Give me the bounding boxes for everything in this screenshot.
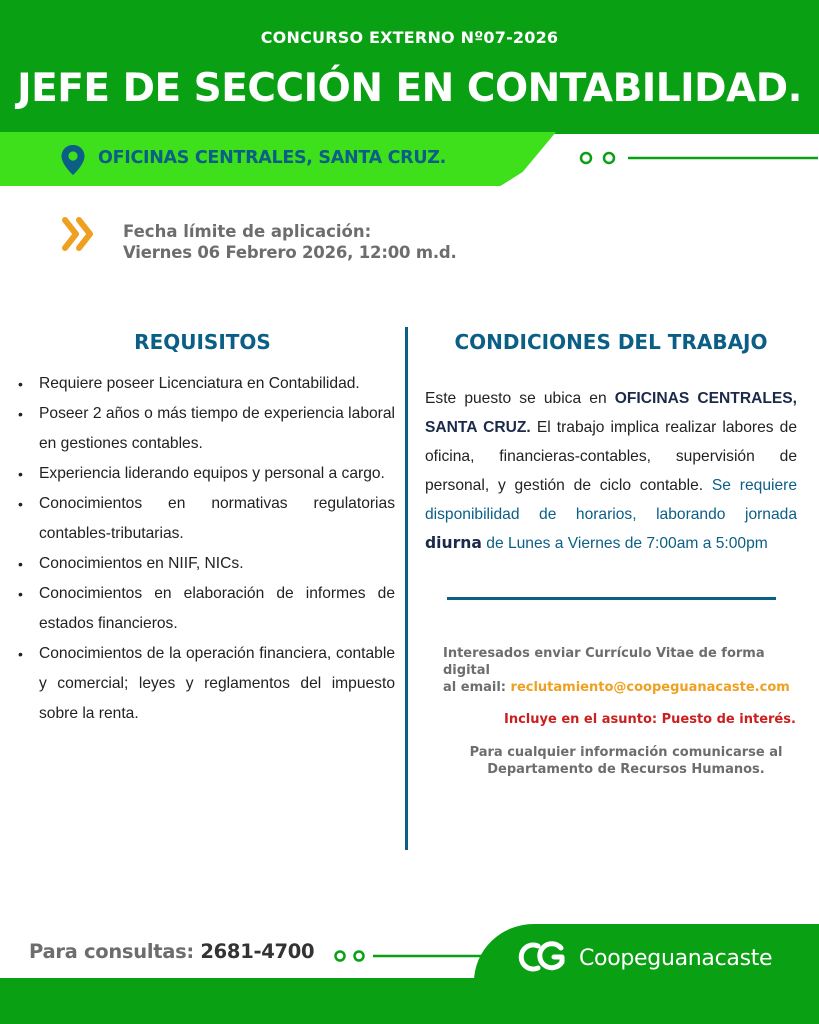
deadline-label: Fecha límite de aplicación: — [123, 222, 372, 241]
apply-email-line — [443, 679, 803, 696]
subject-note: Incluye en el asunto: Puesto de interés. — [504, 712, 796, 727]
requirements-title: REQUISITOS — [134, 330, 271, 354]
consult-phone — [29, 940, 314, 963]
conditions-text-part: Se requiere disponibilidad de horarios, laborando jornada — [425, 477, 797, 523]
list-item: • Requiere poseer Licenciatura en Contabilidad. — [18, 369, 395, 399]
phone-number[interactable]: 2681-4700 — [200, 940, 315, 963]
apply-line: Interesados enviar Currículo Vitae de forma digital — [443, 646, 765, 678]
job-title: JEFE DE SECCIÓN EN CONTABILIDAD. — [17, 66, 802, 111]
list-item: • Conocimientos en normativas regulatorias contables-tributarias. — [18, 489, 395, 549]
deadline-value: Viernes 06 Febrero 2026, 12:00 m.d. — [123, 243, 457, 262]
list-item: • Experiencia liderando equipos y personal a cargo. — [18, 459, 395, 489]
conditions-shift: diurna — [425, 534, 482, 552]
contest-number: CONCURSO EXTERNO Nº07-2026 — [260, 28, 559, 47]
conditions-text-part: Este puesto se ubica en — [425, 390, 615, 407]
brand-name: Coopeguanacaste — [579, 946, 773, 971]
apply-email-label: al email: — [443, 680, 511, 695]
consult-label: Para consultas: — [29, 940, 201, 963]
email-link[interactable]: reclutamiento@coopeguanacaste.com — [510, 680, 790, 695]
list-item: • Poseer 2 años o más tiempo de experiencia laboral en gestiones contables. — [18, 399, 395, 459]
decorative-dots-line — [333, 949, 483, 963]
location-text: OFICINAS CENTRALES, SANTA CRUZ. — [98, 148, 447, 168]
footer-bar — [0, 978, 819, 1024]
hr-info-line: Para cualquier información comunicarse al — [469, 745, 783, 760]
conditions-text-part: El trabajo implica realizar labores de oficina, financieras-contables, supervisión de personal, y gestión de ciclo contable. — [425, 419, 797, 494]
list-item: • Conocimientos en NIIF, NICs. — [18, 549, 395, 579]
conditions-title: CONDICIONES DEL TRABAJO — [454, 330, 768, 354]
column-divider — [405, 327, 408, 850]
double-chevron-right-icon — [62, 216, 96, 252]
hr-info-line: Departamento de Recursos Humanos. — [487, 762, 765, 777]
conditions-location: OFICINAS CENTRALES, SANTA CRUZ. — [425, 390, 798, 436]
list-item: • Conocimientos en elaboración de informes de estados financieros. — [18, 579, 395, 639]
header-banner — [0, 0, 819, 134]
decorative-dots-line — [578, 151, 818, 165]
cg-logo-icon — [516, 940, 568, 974]
conditions-schedule: de Lunes a Viernes de 7:00am a 5:00pm — [481, 535, 768, 552]
conditions-text — [425, 384, 797, 558]
map-pin-icon — [60, 144, 86, 176]
hr-info — [440, 744, 812, 778]
apply-instructions — [443, 645, 803, 696]
requirements-list — [18, 369, 395, 729]
section-divider — [447, 597, 776, 600]
list-item: • Conocimientos de la operación financiera, contable y comercial; leyes y reglamentos del impuesto sobre la renta. — [18, 639, 395, 729]
